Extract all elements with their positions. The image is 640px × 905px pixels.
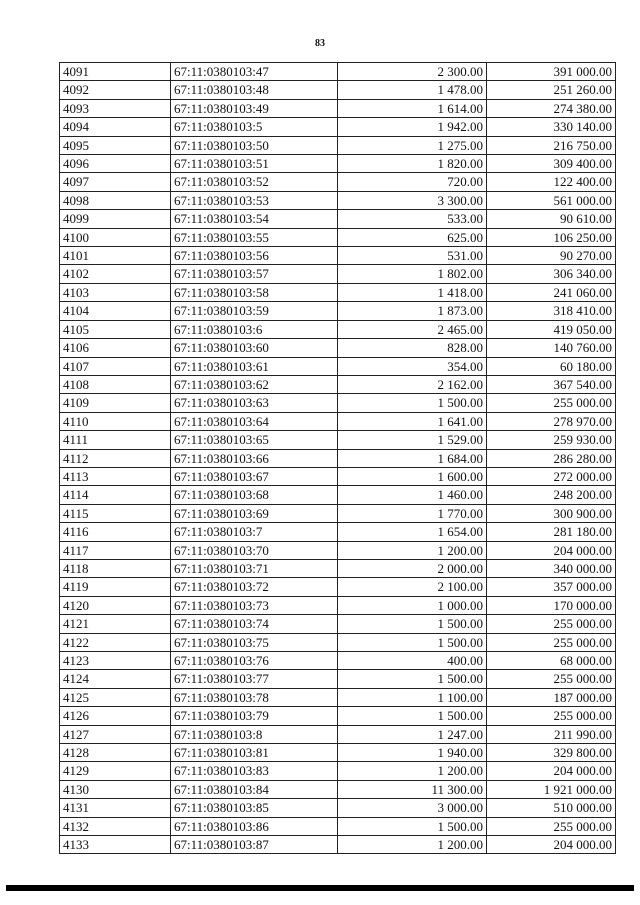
table-row [60, 210, 616, 228]
table-row [60, 412, 616, 430]
cadastral-value-cell: 300 900.00 [487, 504, 616, 522]
cadastral-value-cell: 367 540.00 [487, 375, 616, 393]
table-row [60, 302, 616, 320]
area-cell: 533.00 [338, 210, 487, 228]
table-row [60, 744, 616, 762]
cadastral-number-cell: 67:11:0380103:85 [171, 799, 338, 817]
row-number-cell: 4118 [60, 559, 171, 577]
cadastral-number-cell: 67:11:0380103:68 [171, 486, 338, 504]
cadastral-number-cell: 67:11:0380103:75 [171, 633, 338, 651]
table-row [60, 725, 616, 743]
area-cell: 1 940.00 [338, 744, 487, 762]
row-number-cell: 4117 [60, 541, 171, 559]
table-row [60, 633, 616, 651]
area-cell: 1 500.00 [338, 670, 487, 688]
table-row [60, 99, 616, 117]
row-number-cell: 4094 [60, 118, 171, 136]
table-row [60, 467, 616, 485]
table-row [60, 191, 616, 209]
table-row [60, 339, 616, 357]
cadastral-number-cell: 67:11:0380103:56 [171, 247, 338, 265]
area-cell: 1 500.00 [338, 615, 487, 633]
row-number-cell: 4095 [60, 136, 171, 154]
cadastral-value-cell: 391 000.00 [487, 63, 616, 81]
row-number-cell: 4111 [60, 431, 171, 449]
row-number-cell: 4107 [60, 357, 171, 375]
area-cell: 2 300.00 [338, 63, 487, 81]
area-cell: 1 247.00 [338, 725, 487, 743]
row-number-cell: 4114 [60, 486, 171, 504]
cadastral-value-cell: 216 750.00 [487, 136, 616, 154]
table-body [60, 63, 616, 854]
row-number-cell: 4122 [60, 633, 171, 651]
table-row [60, 688, 616, 706]
area-cell: 1 600.00 [338, 467, 487, 485]
row-number-cell: 4121 [60, 615, 171, 633]
cadastral-number-cell: 67:11:0380103:84 [171, 780, 338, 798]
row-number-cell: 4109 [60, 394, 171, 412]
table-row [60, 615, 616, 633]
area-cell: 1 529.00 [338, 431, 487, 449]
cadastral-value-cell: 278 970.00 [487, 412, 616, 430]
cadastral-value-cell: 318 410.00 [487, 302, 616, 320]
cadastral-number-cell: 67:11:0380103:86 [171, 817, 338, 835]
area-cell: 400.00 [338, 652, 487, 670]
table-row [60, 173, 616, 191]
area-cell: 11 300.00 [338, 780, 487, 798]
row-number-cell: 4091 [60, 63, 171, 81]
row-number-cell: 4103 [60, 283, 171, 301]
cadastral-number-cell: 67:11:0380103:58 [171, 283, 338, 301]
cadastral-number-cell: 67:11:0380103:49 [171, 99, 338, 117]
row-number-cell: 4097 [60, 173, 171, 191]
cadastral-value-cell: 248 200.00 [487, 486, 616, 504]
table-row [60, 431, 616, 449]
area-cell: 531.00 [338, 247, 487, 265]
cadastral-value-cell: 90 610.00 [487, 210, 616, 228]
cadastral-number-cell: 67:11:0380103:63 [171, 394, 338, 412]
cadastral-number-cell: 67:11:0380103:53 [171, 191, 338, 209]
area-cell: 1 654.00 [338, 523, 487, 541]
row-number-cell: 4123 [60, 652, 171, 670]
table-row [60, 504, 616, 522]
row-number-cell: 4104 [60, 302, 171, 320]
row-number-cell: 4115 [60, 504, 171, 522]
cadastral-number-cell: 67:11:0380103:69 [171, 504, 338, 522]
area-cell: 1 770.00 [338, 504, 487, 522]
cadastral-value-cell: 255 000.00 [487, 615, 616, 633]
cadastral-number-cell: 67:11:0380103:64 [171, 412, 338, 430]
row-number-cell: 4125 [60, 688, 171, 706]
cadastral-value-cell: 357 000.00 [487, 578, 616, 596]
row-number-cell: 4098 [60, 191, 171, 209]
page-number: 83 [315, 38, 325, 49]
area-cell: 1 418.00 [338, 283, 487, 301]
table-row [60, 357, 616, 375]
area-cell: 2 100.00 [338, 578, 487, 596]
area-cell: 2 000.00 [338, 559, 487, 577]
area-cell: 828.00 [338, 339, 487, 357]
cadastral-number-cell: 67:11:0380103:65 [171, 431, 338, 449]
cadastral-number-cell: 67:11:0380103:76 [171, 652, 338, 670]
table-row [60, 81, 616, 99]
row-number-cell: 4105 [60, 320, 171, 338]
table-row [60, 265, 616, 283]
cadastral-number-cell: 67:11:0380103:70 [171, 541, 338, 559]
cadastral-value-cell: 204 000.00 [487, 836, 616, 854]
cadastral-value-cell: 274 380.00 [487, 99, 616, 117]
cadastral-value-cell: 122 400.00 [487, 173, 616, 191]
cadastral-value-cell: 106 250.00 [487, 228, 616, 246]
row-number-cell: 4124 [60, 670, 171, 688]
table-row [60, 247, 616, 265]
table-row [60, 670, 616, 688]
table-row [60, 63, 616, 81]
table-row [60, 559, 616, 577]
area-cell: 3 000.00 [338, 799, 487, 817]
cadastral-value-cell: 286 280.00 [487, 449, 616, 467]
cadastral-number-cell: 67:11:0380103:5 [171, 118, 338, 136]
cadastral-value-cell: 272 000.00 [487, 467, 616, 485]
table-row [60, 578, 616, 596]
row-number-cell: 4110 [60, 412, 171, 430]
cadastral-number-cell: 67:11:0380103:52 [171, 173, 338, 191]
cadastral-value-cell: 330 140.00 [487, 118, 616, 136]
cadastral-value-cell: 281 180.00 [487, 523, 616, 541]
cadastral-value-cell: 255 000.00 [487, 817, 616, 835]
cadastral-value-cell: 510 000.00 [487, 799, 616, 817]
cadastral-number-cell: 67:11:0380103:51 [171, 155, 338, 173]
area-cell: 625.00 [338, 228, 487, 246]
area-cell: 3 300.00 [338, 191, 487, 209]
table-row [60, 817, 616, 835]
table-row [60, 707, 616, 725]
area-cell: 1 200.00 [338, 762, 487, 780]
row-number-cell: 4112 [60, 449, 171, 467]
row-number-cell: 4116 [60, 523, 171, 541]
cadastral-number-cell: 67:11:0380103:7 [171, 523, 338, 541]
cadastral-value-cell: 241 060.00 [487, 283, 616, 301]
area-cell: 1 000.00 [338, 596, 487, 614]
cadastral-number-cell: 67:11:0380103:62 [171, 375, 338, 393]
cadastral-value-cell: 90 270.00 [487, 247, 616, 265]
row-number-cell: 4108 [60, 375, 171, 393]
cadastral-number-cell: 67:11:0380103:78 [171, 688, 338, 706]
row-number-cell: 4092 [60, 81, 171, 99]
cadastral-value-cell: 140 760.00 [487, 339, 616, 357]
cadastral-number-cell: 67:11:0380103:6 [171, 320, 338, 338]
cadastral-number-cell: 67:11:0380103:79 [171, 707, 338, 725]
table-row [60, 541, 616, 559]
row-number-cell: 4133 [60, 836, 171, 854]
row-number-cell: 4101 [60, 247, 171, 265]
row-number-cell: 4113 [60, 467, 171, 485]
row-number-cell: 4126 [60, 707, 171, 725]
cadastral-value-cell: 211 990.00 [487, 725, 616, 743]
table-row [60, 136, 616, 154]
area-cell: 1 942.00 [338, 118, 487, 136]
row-number-cell: 4120 [60, 596, 171, 614]
cadastral-number-cell: 67:11:0380103:72 [171, 578, 338, 596]
area-cell: 1 500.00 [338, 707, 487, 725]
area-cell: 2 162.00 [338, 375, 487, 393]
cadastral-value-cell: 309 400.00 [487, 155, 616, 173]
page-bottom-rule [6, 885, 634, 891]
cadastral-value-cell: 340 000.00 [487, 559, 616, 577]
row-number-cell: 4130 [60, 780, 171, 798]
cadastral-value-cell: 251 260.00 [487, 81, 616, 99]
cadastral-value-cell: 306 340.00 [487, 265, 616, 283]
area-cell: 1 820.00 [338, 155, 487, 173]
row-number-cell: 4119 [60, 578, 171, 596]
cadastral-number-cell: 67:11:0380103:77 [171, 670, 338, 688]
cadastral-number-cell: 67:11:0380103:81 [171, 744, 338, 762]
row-number-cell: 4132 [60, 817, 171, 835]
table-row [60, 449, 616, 467]
table-row [60, 799, 616, 817]
area-cell: 1 500.00 [338, 817, 487, 835]
cadastral-number-cell: 67:11:0380103:73 [171, 596, 338, 614]
cadastral-value-cell: 60 180.00 [487, 357, 616, 375]
table-row [60, 523, 616, 541]
table-row [60, 228, 616, 246]
area-cell: 1 500.00 [338, 633, 487, 651]
table-row [60, 836, 616, 854]
cadastral-number-cell: 67:11:0380103:83 [171, 762, 338, 780]
table-row [60, 652, 616, 670]
cadastral-value-cell: 1 921 000.00 [487, 780, 616, 798]
area-cell: 1 200.00 [338, 541, 487, 559]
table-row [60, 762, 616, 780]
table-row [60, 320, 616, 338]
area-cell: 1 684.00 [338, 449, 487, 467]
area-cell: 1 614.00 [338, 99, 487, 117]
table-row [60, 155, 616, 173]
row-number-cell: 4129 [60, 762, 171, 780]
cadastral-number-cell: 67:11:0380103:57 [171, 265, 338, 283]
area-cell: 354.00 [338, 357, 487, 375]
cadastral-value-cell: 255 000.00 [487, 633, 616, 651]
cadastral-number-cell: 67:11:0380103:47 [171, 63, 338, 81]
cadastral-number-cell: 67:11:0380103:54 [171, 210, 338, 228]
row-number-cell: 4093 [60, 99, 171, 117]
row-number-cell: 4100 [60, 228, 171, 246]
cadastral-value-cell: 329 800.00 [487, 744, 616, 762]
cadastral-number-cell: 67:11:0380103:60 [171, 339, 338, 357]
cadastral-value-cell: 255 000.00 [487, 670, 616, 688]
cadastral-number-cell: 67:11:0380103:66 [171, 449, 338, 467]
table-row [60, 780, 616, 798]
cadastral-value-cell: 255 000.00 [487, 394, 616, 412]
table-row [60, 118, 616, 136]
area-cell: 1 873.00 [338, 302, 487, 320]
cadastral-value-cell: 68 000.00 [487, 652, 616, 670]
cadastral-number-cell: 67:11:0380103:74 [171, 615, 338, 633]
cadastral-value-cell: 259 930.00 [487, 431, 616, 449]
row-number-cell: 4127 [60, 725, 171, 743]
area-cell: 1 802.00 [338, 265, 487, 283]
table-row [60, 394, 616, 412]
area-cell: 1 460.00 [338, 486, 487, 504]
row-number-cell: 4096 [60, 155, 171, 173]
area-cell: 1 478.00 [338, 81, 487, 99]
area-cell: 2 465.00 [338, 320, 487, 338]
cadastral-number-cell: 67:11:0380103:71 [171, 559, 338, 577]
cadastral-number-cell: 67:11:0380103:48 [171, 81, 338, 99]
table-row [60, 375, 616, 393]
cadastral-value-cell: 204 000.00 [487, 541, 616, 559]
cadastral-number-cell: 67:11:0380103:61 [171, 357, 338, 375]
row-number-cell: 4102 [60, 265, 171, 283]
area-cell: 1 500.00 [338, 394, 487, 412]
area-cell: 720.00 [338, 173, 487, 191]
area-cell: 1 275.00 [338, 136, 487, 154]
cadastral-number-cell: 67:11:0380103:67 [171, 467, 338, 485]
row-number-cell: 4099 [60, 210, 171, 228]
cadastral-value-cell: 170 000.00 [487, 596, 616, 614]
cadastral-number-cell: 67:11:0380103:55 [171, 228, 338, 246]
cadastral-value-cell: 187 000.00 [487, 688, 616, 706]
area-cell: 1 641.00 [338, 412, 487, 430]
cadastral-number-cell: 67:11:0380103:59 [171, 302, 338, 320]
cadastral-value-cell: 204 000.00 [487, 762, 616, 780]
cadastral-number-cell: 67:11:0380103:87 [171, 836, 338, 854]
area-cell: 1 100.00 [338, 688, 487, 706]
cadastral-value-cell: 419 050.00 [487, 320, 616, 338]
area-cell: 1 200.00 [338, 836, 487, 854]
row-number-cell: 4128 [60, 744, 171, 762]
table-row [60, 283, 616, 301]
cadastral-value-cell: 255 000.00 [487, 707, 616, 725]
cadastral-value-cell: 561 000.00 [487, 191, 616, 209]
table-row [60, 596, 616, 614]
cadastral-number-cell: 67:11:0380103:8 [171, 725, 338, 743]
cadastral-number-cell: 67:11:0380103:50 [171, 136, 338, 154]
row-number-cell: 4131 [60, 799, 171, 817]
table-row [60, 486, 616, 504]
row-number-cell: 4106 [60, 339, 171, 357]
cadastral-value-table [59, 62, 616, 854]
